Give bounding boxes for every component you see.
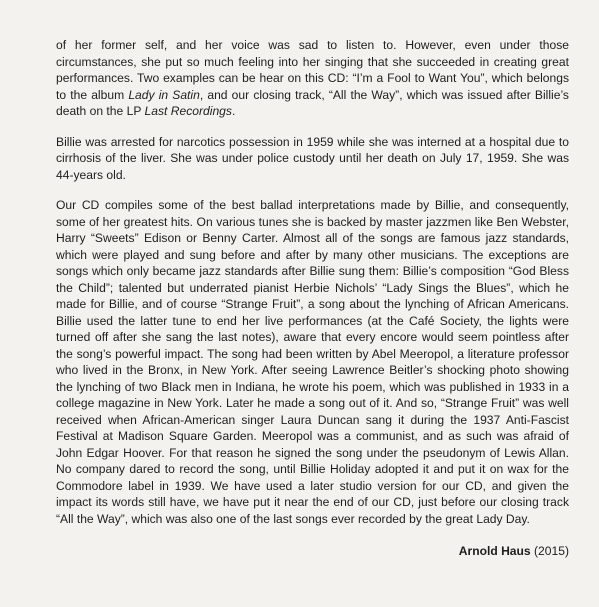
signature-year: (2015) bbox=[534, 544, 569, 558]
author-signature bbox=[459, 543, 569, 559]
body-text bbox=[56, 37, 569, 527]
paragraph-2 bbox=[56, 134, 569, 184]
paragraph-3-text: Our CD compiles some of the best ballad interpretations made by Billie, and consequently, some of her greatest hits. On various tunes she is backed by master jazzmen like Ben Webster, Harry “Sweets” Edison or Benny Carter. Almost all of the songs are famous jazz standards, which were played and sung before and after by many other musicians. The exceptions are songs which only became jazz standards after Billie sung them: Billie’s composition “God Bless the Child”; talented but underrated pianist Herbie Nichols’ “Lady Sings the Blues”, which he made for Billie, and of course “Strange Fruit”, a song about the lynching of African Americans. Billie used the latter tune to end her live performances (at the Café Society, the lights were turned off after she sang the last notes), aware that every encore would seem pointless after the song’s powerful impact. The song had been written by Abel Meeropol, a literature professor who lived in the Bronx, in New York. After seeing Lawrence Beitler’s shocking photo showing the lynching of two Black men in Indiana, he wrote his poem, which was published in 1933 in a college magazine in New York. Later he made a song out of it. And so, “Strange Fruit” was well received when African-American singer Laura Duncan sang it during the 1937 Anti-Fascist Festival at Madison Square Garden. Meeropol was a communist, and as such was afraid of John Edgar Hoover. For that reason he signed the song under the pseudonym of Lewis Allan. No company dared to record the song, until Billie Holiday adopted it and put it on wax for the Commodore label in 1939. We have used a later studio version for our CD, and given the impact its words still have, we have put it near the end of our CD, just before our closing track “All the Way”, which was also one of the last songs ever recorded by the great Lady Day. bbox=[56, 198, 569, 526]
paragraph-2-text: Billie was arrested for narcotics possession in 1959 while she was interned at a hospital due to cirrhosis of the liver. She was under police custody until her death on July 17, 1959. She was 44-years old. bbox=[56, 134, 569, 182]
paragraph-3 bbox=[56, 197, 569, 527]
paragraph-1 bbox=[56, 37, 569, 120]
author-name: Arnold Haus bbox=[458, 544, 531, 558]
paragraph-1-segment: of her former self, and her voice was sad to listen to. However, even under those circumstances, she put so much feeling into her singing that she succeeded in creating great performances. Two examples can be hear on this CD: “I’m a Fool to Want You”, which belongs to the album bbox=[56, 38, 569, 102]
album-title-last-recordings: Last Recordings bbox=[144, 104, 232, 118]
paragraph-1-segment: . bbox=[231, 104, 236, 118]
paragraph-1-segment: , and our closing track, “All the Way”, which was issued after Billie’s death on the LP bbox=[56, 87, 569, 118]
album-title-lady-in-satin: Lady in Satin bbox=[128, 87, 200, 102]
